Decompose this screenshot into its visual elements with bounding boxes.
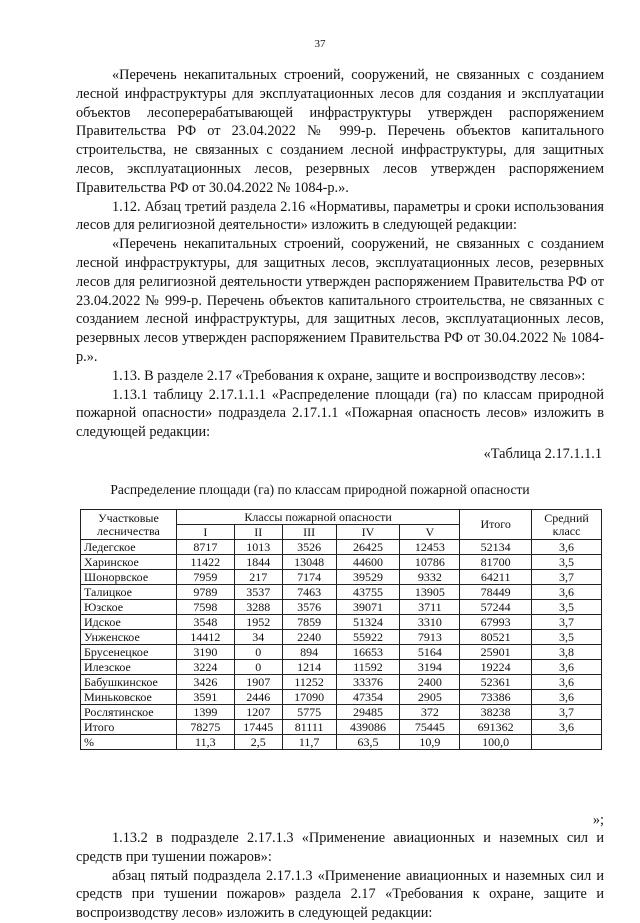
forestry-name-cell: Шонорвское	[81, 570, 177, 585]
table-row	[81, 645, 602, 660]
header-class-3: III	[282, 525, 336, 540]
average-class-cell: 3,7	[532, 705, 602, 720]
class-4-cell: 44600	[336, 555, 400, 570]
average-class-cell	[532, 735, 602, 750]
class-3-cell: 7859	[282, 615, 336, 630]
class-5-cell: 2400	[400, 675, 460, 690]
class-1-cell: 7959	[176, 570, 234, 585]
class-2-cell: 2,5	[234, 735, 282, 750]
average-class-cell: 3,5	[532, 600, 602, 615]
class-5-cell: 12453	[400, 540, 460, 555]
class-3-cell: 11,7	[282, 735, 336, 750]
class-1-cell: 11422	[176, 555, 234, 570]
class-4-cell: 55922	[336, 630, 400, 645]
paragraph-1-13-1: 1.13.1 таблицу 2.17.1.1.1 «Распределение площади (га) по классам природной пожарной опасности» подраздела 2.17.1.1 «Пожарная опасность лесов» изложить в следующей редакции:	[76, 386, 604, 441]
total-cell: 64211	[460, 570, 532, 585]
class-3-cell: 3576	[282, 600, 336, 615]
class-2-cell: 2446	[234, 690, 282, 705]
class-5-cell: 3194	[400, 660, 460, 675]
total-cell: 81700	[460, 555, 532, 570]
average-class-cell: 3,5	[532, 630, 602, 645]
average-class-cell: 3,6	[532, 585, 602, 600]
class-5-cell: 7913	[400, 630, 460, 645]
class-2-cell: 1907	[234, 675, 282, 690]
forestry-name-cell: Юзское	[81, 600, 177, 615]
table-row	[81, 690, 602, 705]
forestry-name-cell: %	[81, 735, 177, 750]
class-4-cell: 39529	[336, 570, 400, 585]
class-2-cell: 3288	[234, 600, 282, 615]
forestry-name-cell: Брусенецкое	[81, 645, 177, 660]
class-5-cell: 3310	[400, 615, 460, 630]
paragraph-quote-1: «Перечень некапитальных строений, сооружений, не связанных с созданием лесной инфраструктуры для эксплуатационных лесов для создания и эксплуатации объектов лесоперерабатывающей инфраструктуры утвержден распоряжением Правительства РФ от 23.04.2022 № 999-р. Перечень объектов капитального строительства, не связанных с созданием лесной инфраструктуры, для защитных лесов, эксплуатационных лесов, резервных лесов утвержден распоряжением Правительства РФ от 30.04.2022 № 1084-р.».	[76, 67, 604, 196]
class-1-cell: 3224	[176, 660, 234, 675]
class-4-cell: 11592	[336, 660, 400, 675]
forestry-name-cell: Итого	[81, 720, 177, 735]
class-5-cell: 5164	[400, 645, 460, 660]
class-1-cell: 3426	[176, 675, 234, 690]
class-4-cell: 63,5	[336, 735, 400, 750]
total-cell: 25901	[460, 645, 532, 660]
header-total: Итого	[460, 510, 532, 540]
average-class-cell: 3,6	[532, 660, 602, 675]
forestry-name-cell: Миньковское	[81, 690, 177, 705]
class-5-cell: 9332	[400, 570, 460, 585]
class-1-cell: 7598	[176, 600, 234, 615]
class-5-cell: 13905	[400, 585, 460, 600]
class-3-cell: 11252	[282, 675, 336, 690]
class-5-cell: 372	[400, 705, 460, 720]
class-2-cell: 17445	[234, 720, 282, 735]
total-cell: 38238	[460, 705, 532, 720]
forestry-name-cell: Ледегское	[81, 540, 177, 555]
table-row	[81, 615, 602, 630]
average-class-cell: 3,6	[532, 675, 602, 690]
class-4-cell: 29485	[336, 705, 400, 720]
class-2-cell: 1952	[234, 615, 282, 630]
class-4-cell: 33376	[336, 675, 400, 690]
paragraph-abzac-pyatyi: абзац пятый подраздела 2.17.1.3 «Применение авиационных и наземных сил и средств при тушении пожаров» раздела 2.17 «Требования к охране, защите и воспроизводству лесов» изложить в следующей редакции:	[76, 867, 604, 922]
paragraph-1-13: 1.13. В разделе 2.17 «Требования к охране, защите и воспроизводству лесов»:	[112, 367, 586, 384]
class-2-cell: 1013	[234, 540, 282, 555]
forestry-name-cell: Идское	[81, 615, 177, 630]
top-text-block	[76, 66, 604, 442]
total-cell: 80521	[460, 630, 532, 645]
page-number: 37	[314, 38, 326, 50]
class-3-cell: 1214	[282, 660, 336, 675]
class-5-cell: 2905	[400, 690, 460, 705]
table-row	[81, 735, 602, 750]
class-2-cell: 0	[234, 660, 282, 675]
class-3-cell: 2240	[282, 630, 336, 645]
total-cell: 73386	[460, 690, 532, 705]
header-classes: Классы пожарной опасности	[176, 510, 459, 525]
paragraph-1-13-2: 1.13.2 в подразделе 2.17.1.3 «Применение авиационных и наземных сил и средств при тушении пожаров»:	[76, 830, 604, 865]
class-3-cell: 7174	[282, 570, 336, 585]
table-row	[81, 600, 602, 615]
average-class-cell: 3,6	[532, 690, 602, 705]
class-3-cell: 81111	[282, 720, 336, 735]
bottom-text-block	[76, 829, 604, 923]
class-4-cell: 47354	[336, 690, 400, 705]
total-cell: 100,0	[460, 735, 532, 750]
header-class-4: IV	[336, 525, 400, 540]
class-4-cell: 51324	[336, 615, 400, 630]
table-row	[81, 555, 602, 570]
table-row	[81, 585, 602, 600]
class-5-cell: 75445	[400, 720, 460, 735]
table-row	[81, 660, 602, 675]
forestry-name-cell: Талицкое	[81, 585, 177, 600]
class-4-cell: 39071	[336, 600, 400, 615]
table-row	[81, 720, 602, 735]
table-row	[81, 705, 602, 720]
table-row	[81, 675, 602, 690]
total-cell: 67993	[460, 615, 532, 630]
total-cell: 19224	[460, 660, 532, 675]
forestry-name-cell: Харинское	[81, 555, 177, 570]
class-1-cell: 8717	[176, 540, 234, 555]
table-row	[81, 630, 602, 645]
paragraph-quote-2: «Перечень некапитальных строений, сооружений, не связанных с созданием лесной инфраструктуры, для защитных лесов, эксплуатационных лесов, резервных лесов для религиозной деятельности утвержден распоряжением Правительства РФ от 23.04.2022 № 999-р. Перечень объектов капитального строительства, не связанных с созданием лесной инфраструктуры, для защитных лесов, эксплуатационных лесов, резервных лесов утвержден распоряжением Правительства РФ от 30.04.2022 № 1084-р.».	[76, 236, 604, 365]
table-reference: «Таблица 2.17.1.1.1	[483, 446, 602, 462]
class-5-cell: 3711	[400, 600, 460, 615]
table-closing-mark: »;	[592, 812, 604, 828]
forestry-name-cell: Унженское	[81, 630, 177, 645]
header-forestry: Участковые лесничества	[81, 510, 177, 540]
class-1-cell: 3548	[176, 615, 234, 630]
table-row	[81, 570, 602, 585]
class-1-cell: 78275	[176, 720, 234, 735]
class-5-cell: 10,9	[400, 735, 460, 750]
class-4-cell: 439086	[336, 720, 400, 735]
class-2-cell: 1844	[234, 555, 282, 570]
forestry-name-cell: Рослятинское	[81, 705, 177, 720]
average-class-cell: 3,6	[532, 540, 602, 555]
total-cell: 52134	[460, 540, 532, 555]
table-row	[81, 540, 602, 555]
class-2-cell: 0	[234, 645, 282, 660]
total-cell: 57244	[460, 600, 532, 615]
header-class-2: II	[234, 525, 282, 540]
average-class-cell: 3,7	[532, 615, 602, 630]
class-3-cell: 13048	[282, 555, 336, 570]
paragraph-1-12: 1.12. Абзац третий раздела 2.16 «Нормативы, параметры и сроки использования лесов для религиозной деятельности» изложить в следующей редакции:	[76, 198, 604, 234]
fire-hazard-table	[80, 509, 602, 750]
class-1-cell: 3190	[176, 645, 234, 660]
class-3-cell: 17090	[282, 690, 336, 705]
class-1-cell: 1399	[176, 705, 234, 720]
class-1-cell: 3591	[176, 690, 234, 705]
class-5-cell: 10786	[400, 555, 460, 570]
class-3-cell: 894	[282, 645, 336, 660]
class-2-cell: 34	[234, 630, 282, 645]
total-cell: 691362	[460, 720, 532, 735]
average-class-cell: 3,6	[532, 720, 602, 735]
table-title: Распределение площади (га) по классам природной пожарной опасности	[110, 482, 530, 497]
forestry-name-cell: Илезское	[81, 660, 177, 675]
class-3-cell: 7463	[282, 585, 336, 600]
class-2-cell: 1207	[234, 705, 282, 720]
average-class-cell: 3,8	[532, 645, 602, 660]
class-3-cell: 3526	[282, 540, 336, 555]
total-cell: 52361	[460, 675, 532, 690]
table-header-row	[81, 510, 602, 525]
class-2-cell: 3537	[234, 585, 282, 600]
table-body	[81, 540, 602, 750]
class-4-cell: 16653	[336, 645, 400, 660]
class-4-cell: 43755	[336, 585, 400, 600]
class-1-cell: 14412	[176, 630, 234, 645]
forestry-name-cell: Бабушкинское	[81, 675, 177, 690]
class-1-cell: 9789	[176, 585, 234, 600]
class-4-cell: 26425	[336, 540, 400, 555]
header-class-5: V	[400, 525, 460, 540]
header-average-class: Средний класс	[532, 510, 602, 540]
class-2-cell: 217	[234, 570, 282, 585]
total-cell: 78449	[460, 585, 532, 600]
class-1-cell: 11,3	[176, 735, 234, 750]
header-class-1: I	[176, 525, 234, 540]
average-class-cell: 3,5	[532, 555, 602, 570]
average-class-cell: 3,7	[532, 570, 602, 585]
class-3-cell: 5775	[282, 705, 336, 720]
